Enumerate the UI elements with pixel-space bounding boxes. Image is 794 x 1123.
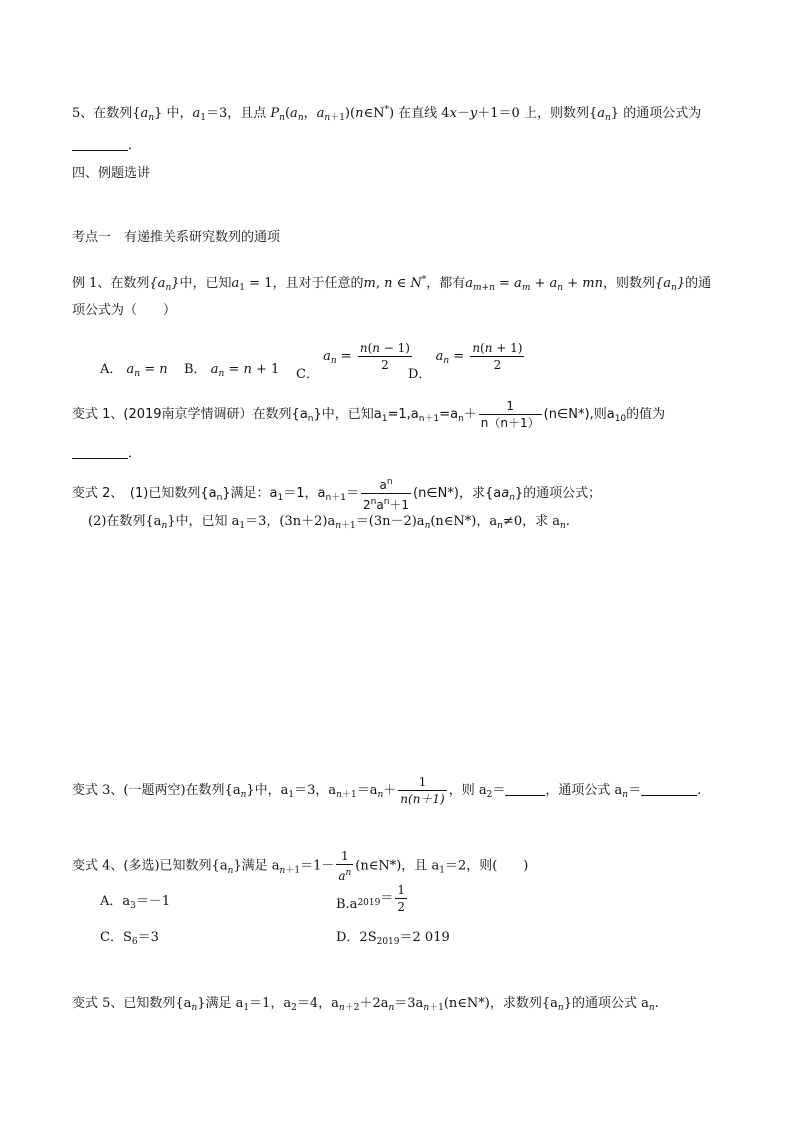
section-heading: 四、例题选讲 [72, 166, 151, 181]
example-1-option-a[interactable]: A． $a_n = n$ [100, 362, 168, 379]
example-1-option-c[interactable]: C． $a_n$ = $\frac{n(n - 1)}{2}$ [296, 341, 410, 382]
problem-5: 5、在数列$\{a_n\}$ 中，$a_1=3$，且点 $P_n(a_n$，$a_{n+1})(n\in N^*)$ 在直线 4x－y＋1＝0 上，则数列$\{a_n\}$ 的通项公式为 [72, 105, 702, 123]
variant-4-option-d[interactable]: D．$2S_{2019}=2$ 019 [336, 930, 450, 947]
topic-heading: 考点一 有递推关系研究数列的通项 [72, 230, 281, 245]
variant-4-option-a[interactable]: A．$a_3=-1$ [100, 894, 171, 911]
variant-3-blank-2[interactable] [641, 781, 697, 796]
problem-5-answer-blank[interactable]: ． [72, 136, 734, 156]
example-1-question: 例 1、在数列$\{a_n\}$中，已知$a_1 = 1$，且对于任意的m, n ∈ N*，都有$a_{m+n} = a_m + a_n$ + mn，则数列$\{a_n\}$的通 [72, 275, 712, 293]
variant-4-option-b[interactable]: $B.a_{2019}=$ $\frac{1}{2}$ [336, 883, 405, 914]
variant-4-option-c[interactable]: C．$S_6=3$ [100, 930, 159, 947]
variant-5-question: 变式 5、已知数列$\{a_n\}$满足 $a_1=1$，$a_2=4$，$a_{n+2}+2a_n=3a_{n+1}(n\in N*)$，求数列$\{a_n\}$的通项公式 $a_n$. [72, 996, 659, 1013]
variant-1-answer-blank[interactable]: ． [72, 444, 734, 464]
variant-3-blank-1[interactable] [505, 781, 545, 796]
variant-3-question: 变式 3、(一题两空)在数列$\{a_n\}$中，$a_1=3$，$a_{n+1}=a_n+$ $\frac{1}{n(n+1)}$ ，则 $a_2=$ ，通项公式 $a_n=$ . [72, 775, 702, 806]
example-1-option-b[interactable]: B． $a_n = n + 1$ [184, 362, 280, 379]
variant-4-question: 变式 4、(多选)已知数列$\{a_n\}$满足 $a_{n+1}=1-$ $\frac{1}{a^n}$ (n∈N*)，且 $a_1=2$，则( ) [72, 849, 529, 883]
example-1-question-line2: 项公式为（ ） [72, 303, 177, 318]
variant-1-question: 变式 1、(2019南京学情调研）在数列$\{a_n\}$中，已知$a_1=1,a_{n+1}=a_n+$ $\frac{1}{n(n+1)}$ (n∈N*),则$a_{10}$的值为 [72, 399, 666, 430]
example-1-option-d[interactable]: D． $a_n$ = $\frac{n(n + 1)}{2}$ [408, 341, 523, 382]
variant-2-part-2: (2)在数列$\{a_n\}$中，已知 $a_1=3$，$(3n+2)a_{n+1}=(3n-2)a_n(n\in N*)$，$a_n\ne 0$，求 $a_n$. [88, 514, 570, 531]
variant-2-part-1: 变式 2、 (1)已知数列$\{a_n\}$满足：$a_1=1$，$a_{n+1}=$ $\frac{a^n}{2^na^n+1}$ (n∈N*)，求$\{aa_n\}$的通项公式； [72, 474, 734, 513]
